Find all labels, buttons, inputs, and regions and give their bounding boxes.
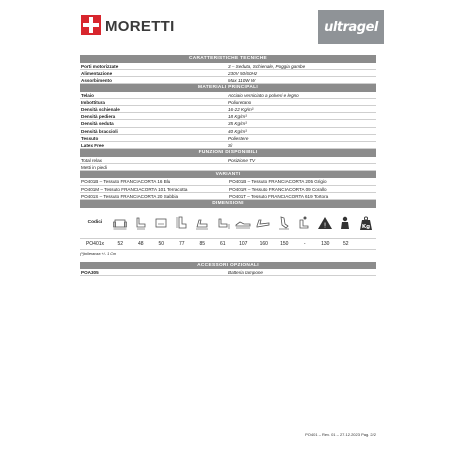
page-footer: PO401 – Rev. 01 – 27.12.2023 Pag. 2/2 [305,432,376,437]
moretti-cross-icon [80,14,102,38]
variant-left: PO401B – Tessuto FRANCIACORTA 16 Blu [81,179,171,185]
armchair-depth-icon [130,208,150,238]
row-value: 16-22 Kg/m³ [228,106,254,112]
tolerance-note: (*)tolleranza +/- 1 Cm [80,251,117,256]
svg-text:Kg: Kg [361,223,370,230]
dimension-value: 50 [158,240,165,247]
dimension-value: 130 [321,240,330,247]
variant-right: PO401R – Tessuto FRANCIACORTA 09 Corallo [229,186,327,192]
table-row [80,92,376,99]
seat-height-icon [212,208,232,238]
codes-label: Codici [87,220,103,225]
armchair-width-icon [110,208,130,238]
table-row [80,186,376,193]
row-value: Poliuretano [228,99,252,105]
footrest-length-icon [253,208,273,238]
row-key: Densità braccioli [81,128,118,134]
section-variants-title: VARIANTI [80,171,376,179]
dimension-value: 160 [259,240,268,247]
table-row [80,113,376,120]
seat-width-icon [151,208,171,238]
row-value: 18 Kg/m³ [228,114,247,120]
row-key: Assorbimento [81,77,112,83]
dimension-value: 61 [219,240,226,247]
section-tech-title: CARATTERISTICHE TECNICHE [80,55,376,63]
variant-left: PO401M – Tessuto FRANCIACORTA 101 Terracotta [81,186,188,192]
row-key: Imbottitura [81,99,105,105]
row-key: Porti motorizzate [81,63,119,69]
table-row [80,135,376,142]
dimensions-icon-row [80,208,376,238]
table-row [80,193,376,200]
row-key: Latex Free [81,142,104,148]
dimension-value: 107 [239,240,248,247]
variant-right: PO401B – Tessuto FRANCIACORTA 205 Grigio [229,179,327,185]
row-value: Batteria tampone [228,270,263,275]
table-row [80,269,376,276]
model-code: PO401x [85,240,105,247]
row-key: Total relax [81,157,102,163]
armchair-height-icon [171,208,191,238]
table-row [80,70,376,77]
moretti-logo [80,14,175,38]
dimensions-value-row [80,238,376,249]
row-key: Metti in piedi [81,164,107,170]
row-value: Poliestere [228,135,249,141]
row-key: Densità pediera [81,114,116,120]
table-row [80,164,376,171]
row-key: Telaio [81,92,94,98]
section-dimensions-title: DIMENSIONI [80,200,376,208]
row-key: Densità seduta [81,121,114,127]
row-value [228,164,376,170]
table-row [80,157,376,164]
variant-right: PO401T – Tessuto FRANCIACORTA 619 Tortora [229,193,329,199]
max-user-weight-icon [335,208,355,238]
table-row [80,128,376,135]
dimension-value: 52 [342,240,349,247]
brand-name: MORETTI [105,17,175,35]
dimension-value: 77 [178,240,185,247]
dimension-value: 48 [137,240,144,247]
section-accessories-title: ACCESSORI OPZIONALI [80,262,376,270]
row-value: Acciaio verniciato a polveri e legno [228,92,299,98]
table-row [80,178,376,185]
dimension-value: 52 [117,240,124,247]
spec-sheet [80,55,376,276]
table-row [80,99,376,106]
table-row [80,120,376,127]
ultragel-logo [318,10,384,44]
svg-text:!: ! [323,221,327,229]
armchair-reclined-height-icon [192,208,212,238]
row-value: Posizione TV [228,157,256,163]
lift-tilt-icon [294,208,314,238]
row-value: Max 110W W [228,77,256,83]
row-key: POA305 [81,270,99,275]
table-row [80,77,376,84]
row-value: 3 – Seduta, Schienale, Poggia gambe [228,63,306,69]
row-key: Alimentazione [81,70,113,76]
row-key: Densità schienale [81,106,120,112]
reclined-length-icon [233,208,253,238]
warning-triangle-icon [315,208,335,238]
row-value: 230V 50/60Hz [228,70,258,76]
row-key: Tessuto [81,135,99,141]
lift-position-icon [274,208,294,238]
table-row [80,142,376,149]
partner-name: ultragel [324,19,378,35]
row-value: Sì [228,142,233,148]
section-materials-title: MATERIALI PRINCIPALI [80,84,376,92]
weight-kg-icon [356,208,376,238]
section-functions-title: FUNZIONI DISPONIBILI [80,149,376,157]
row-value: 35 Kg/m³ [228,121,247,127]
table-row [80,63,376,70]
dimension-value: - [303,240,306,247]
row-value: 40 Kg/m³ [228,128,247,134]
dimension-value: 150 [280,240,289,247]
dimension-value: 85 [199,240,206,247]
table-row [80,106,376,113]
variant-left: PO401S – Tessuto FRANCIACORTA 20 Sabbia [81,193,179,199]
dimensions-table [80,208,376,250]
